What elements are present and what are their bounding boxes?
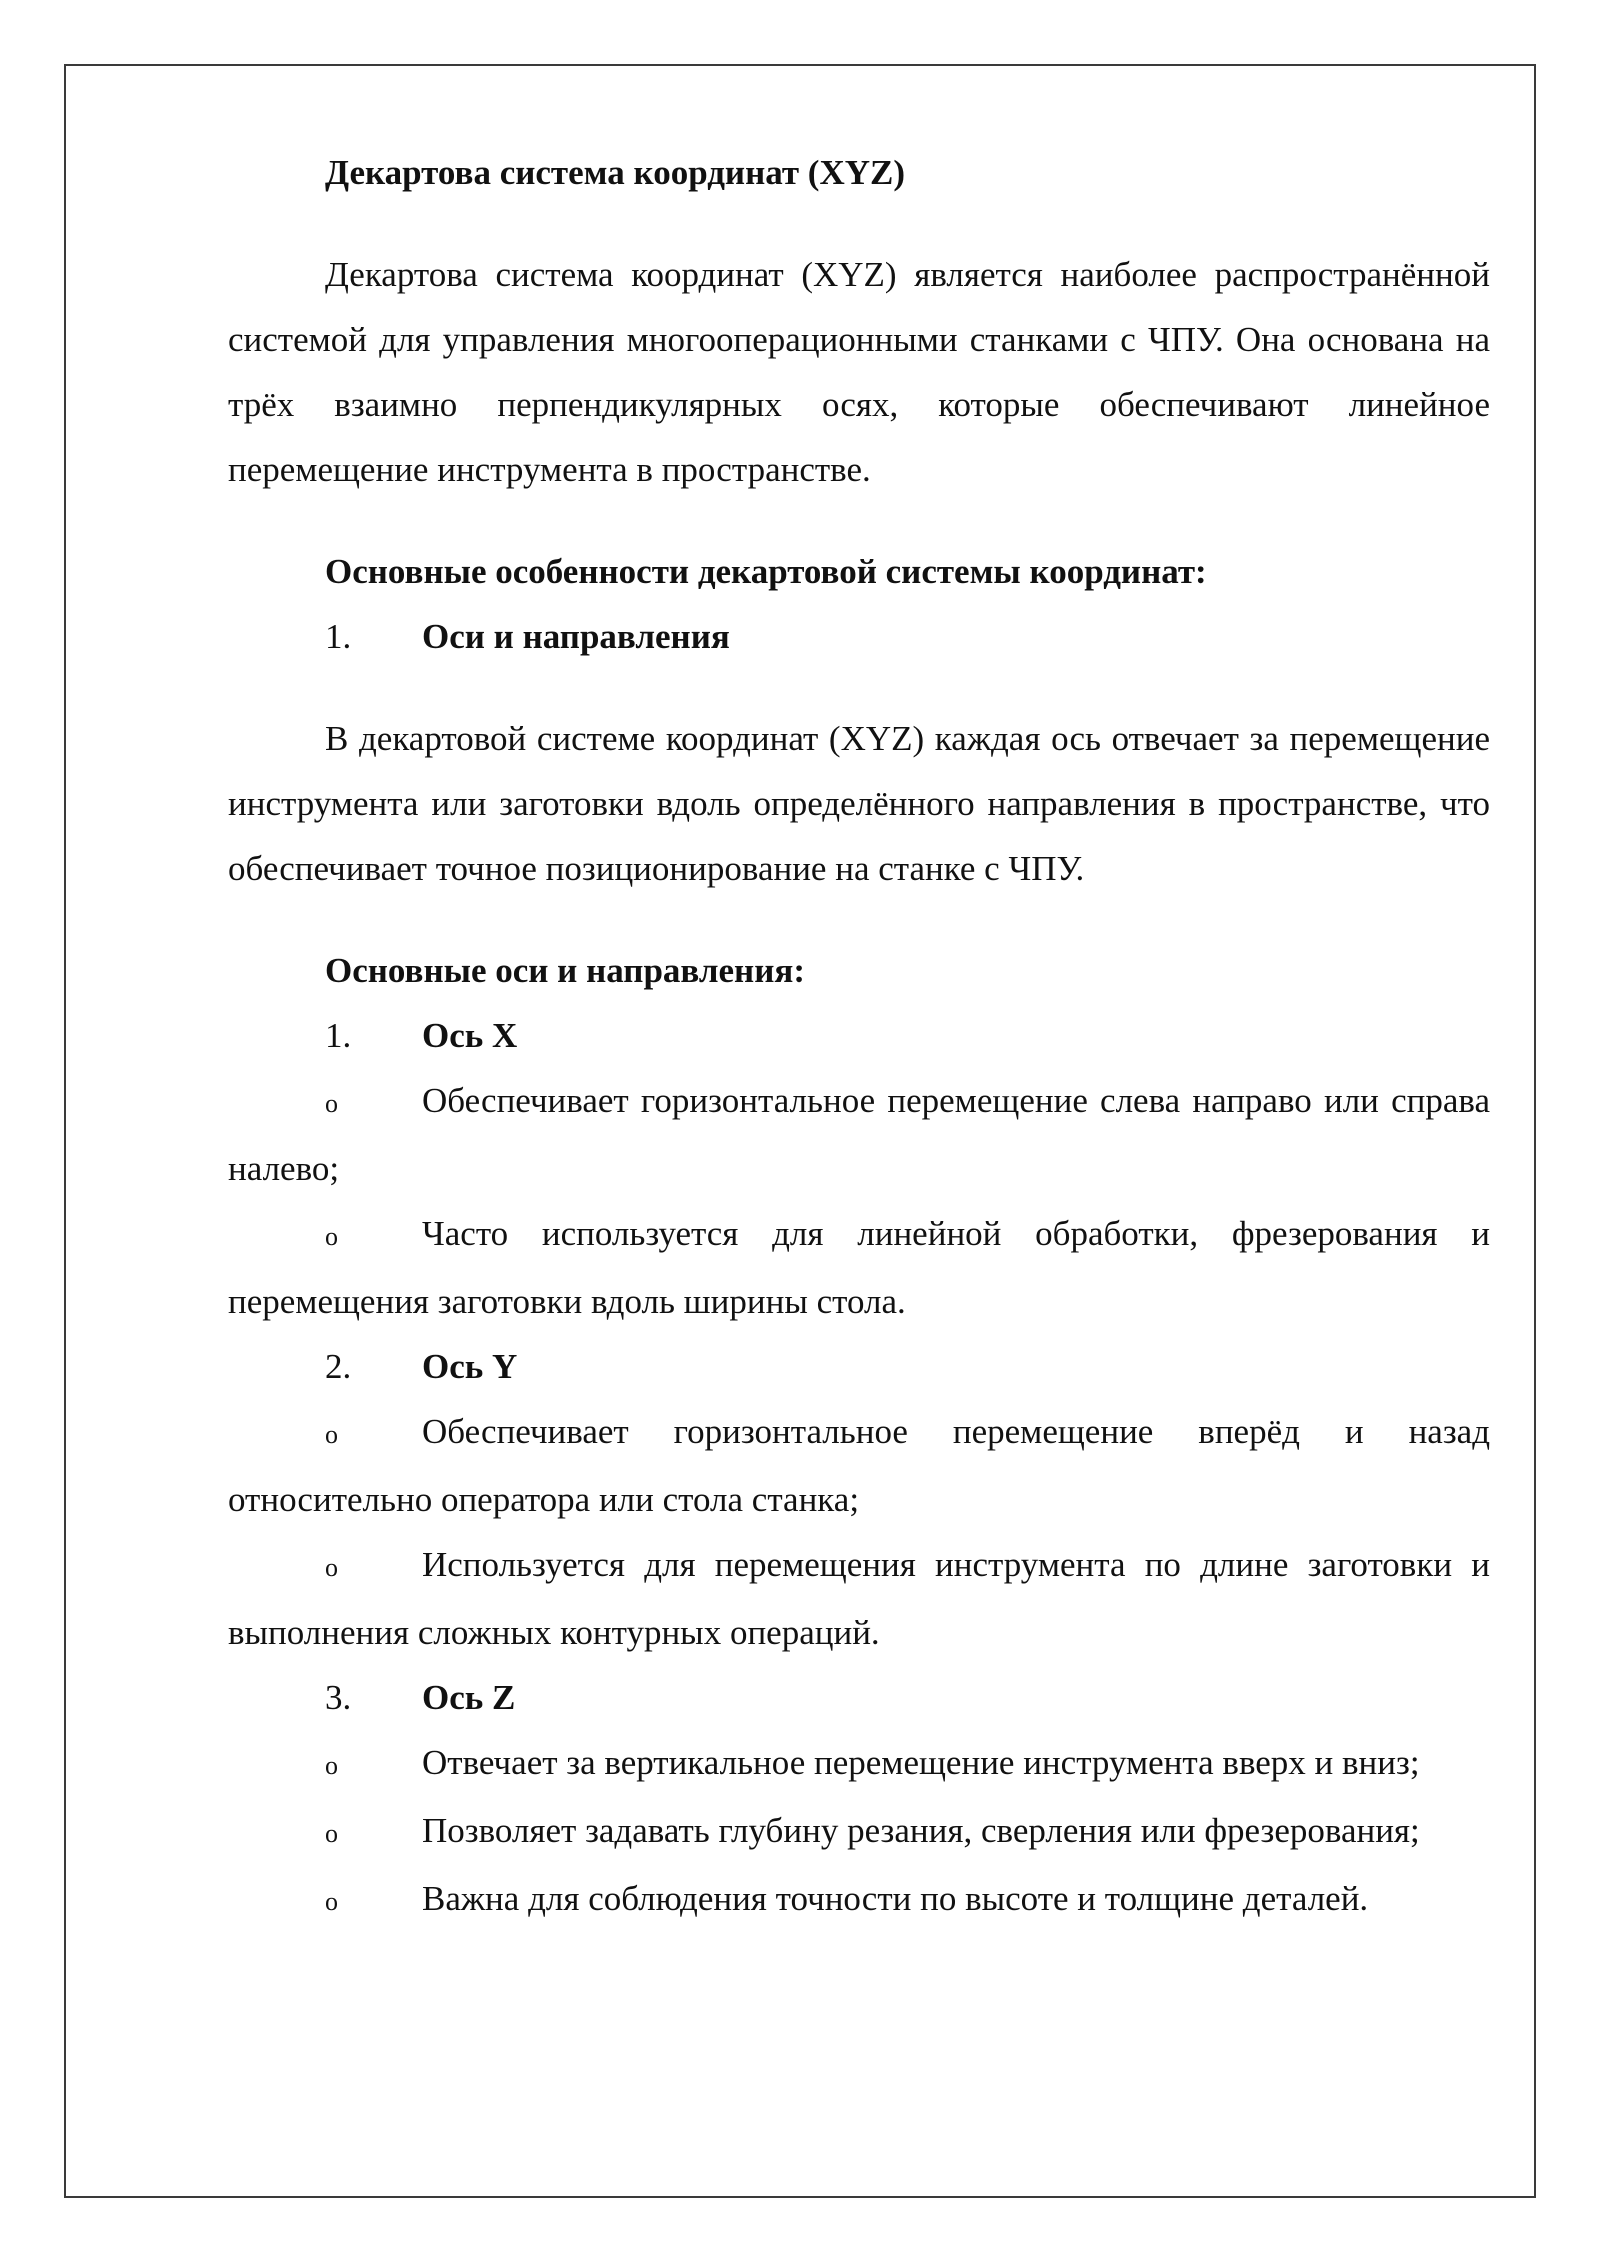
axis-z-bullet-1-text: Отвечает за вертикальное перемещение инструмента вверх и вниз;: [422, 1743, 1420, 1782]
axis-y-bullet-2: [228, 1532, 1490, 1665]
axis-z-bullet-3: [228, 1866, 1490, 1934]
axis-x-title: Ось X: [422, 1016, 518, 1055]
bullet-marker: o: [325, 1089, 338, 1118]
axis-y-number: 2.: [325, 1347, 352, 1386]
axis-z-bullet-1: [228, 1730, 1490, 1798]
bullet-marker: o: [325, 1553, 338, 1582]
axis-x-bullet-2-text: Часто используется для линейной обработки, фрезерования и перемещения заготовки вдоль ширины стола.: [228, 1214, 1490, 1321]
axis-y-bullet-1: [228, 1399, 1490, 1532]
axis-y-heading: [228, 1334, 1490, 1399]
intro-paragraph: Декартова система координат (XYZ) является наиболее распространённой системой для управления многооперационными станками с ЧПУ. Она основана на трёх взаимно перпендикулярных осях, которые обеспечивают линейное перемещение инструмента в пространстве.: [228, 255, 1490, 489]
axis-z-title: Ось Z: [422, 1678, 516, 1717]
axis-y-bullet-2-text: Используется для перемещения инструмента по длине заготовки и выполнения сложных контурных операций.: [228, 1545, 1490, 1652]
axis-x-bullet-1: [228, 1068, 1490, 1201]
axes-heading: Основные оси и направления:: [325, 951, 805, 990]
axis-y-bullet-1-text: Обеспечивает горизонтальное перемещение вперёд и назад относительно оператора или стола станка;: [228, 1412, 1490, 1519]
section-1-paragraph: В декартовой системе координат (XYZ) каждая ось отвечает за перемещение инструмента или заготовки вдоль определённого направления в пространстве, что обеспечивает точное позиционирование на станке с ЧПУ.: [228, 719, 1490, 888]
section-1-number: 1.: [325, 617, 352, 656]
axis-z-bullet-3-text: Важна для соблюдения точности по высоте и толщине деталей.: [422, 1879, 1369, 1918]
bullet-marker: o: [325, 1751, 338, 1780]
bullet-marker: o: [325, 1222, 338, 1251]
axis-x-bullet-1-text: Обеспечивает горизонтальное перемещение слева направо или справа налево;: [228, 1081, 1490, 1188]
section-1-heading: [228, 604, 1490, 669]
axis-z-bullet-2-text: Позволяет задавать глубину резания, сверления или фрезерования;: [422, 1811, 1420, 1850]
section-1-title: Оси и направления: [422, 617, 730, 656]
bullet-marker: o: [325, 1819, 338, 1848]
axis-y-title: Ось Y: [422, 1347, 518, 1386]
axis-x-bullet-2: [228, 1201, 1490, 1334]
axis-x-number: 1.: [325, 1016, 352, 1055]
document-body: [228, 140, 1490, 1934]
axis-x-heading: [228, 1003, 1490, 1068]
document-title: Декартова система координат (XYZ): [325, 153, 905, 192]
bullet-marker: o: [325, 1420, 338, 1449]
axis-z-number: 3.: [325, 1678, 352, 1717]
axis-z-heading: [228, 1665, 1490, 1730]
features-heading: Основные особенности декартовой системы координат:: [325, 552, 1207, 591]
axis-z-bullet-2: [228, 1798, 1490, 1866]
bullet-marker: o: [325, 1887, 338, 1916]
